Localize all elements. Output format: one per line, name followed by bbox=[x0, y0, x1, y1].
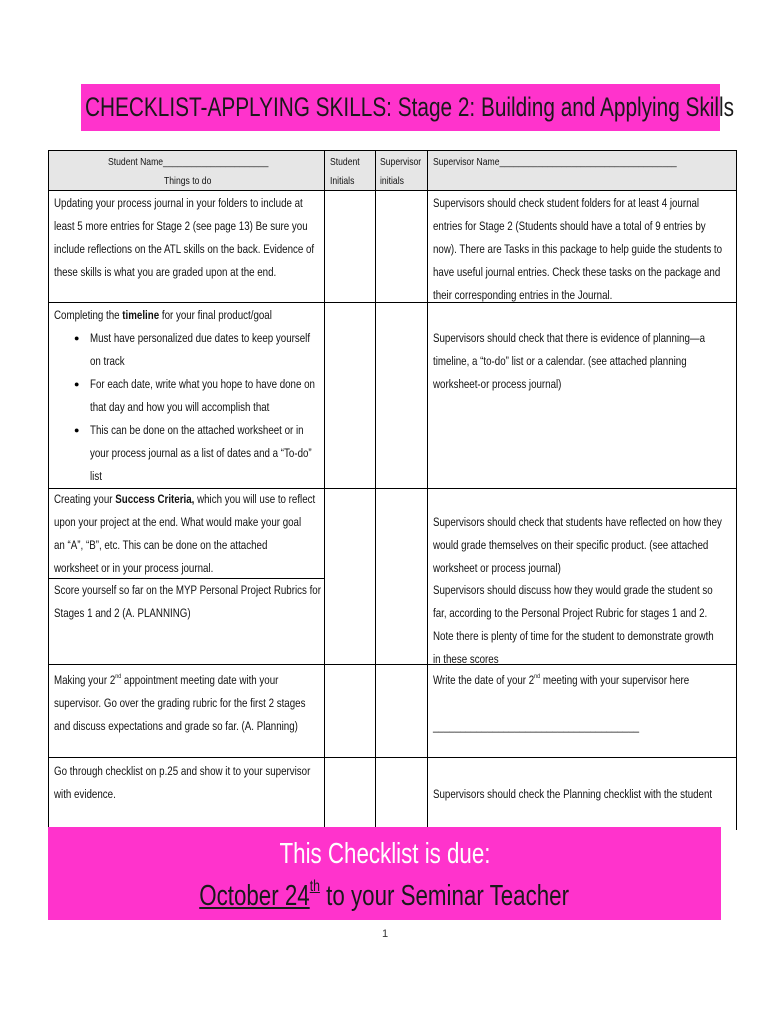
task-text: Creating your Success Criteria, which you will use to reflect bbox=[54, 492, 316, 506]
task-text: Stages 1 and 2 (A. PLANNING) bbox=[54, 606, 191, 620]
bullet-icon: ● bbox=[74, 333, 80, 343]
task-text: Updating your process journal in your folders to include at bbox=[54, 196, 303, 210]
row-divider bbox=[48, 302, 737, 303]
bullet-text: on track bbox=[90, 354, 125, 368]
column-divider bbox=[427, 150, 428, 830]
supervisor-note: worksheet-or process journal) bbox=[433, 377, 562, 391]
supervisor-note: their corresponding entries in the Journal. bbox=[433, 288, 613, 302]
student-name-label: Student Name______________________ bbox=[108, 156, 269, 168]
supervisor-note: Supervisors should check student folders for at least 4 journal bbox=[433, 196, 700, 210]
task-text: upon your project at the end. What would make your goal bbox=[54, 515, 302, 529]
task-text: these skills is what you are graded upon at the end. bbox=[54, 265, 277, 279]
supervisor-note: Note there is plenty of time for the student to demonstrate growth bbox=[433, 629, 714, 643]
column-divider bbox=[324, 150, 325, 830]
supervisor-initials-label: Supervisor bbox=[380, 156, 422, 168]
meeting-date-blank[interactable]: ______________________________________ bbox=[433, 719, 640, 733]
table-border-right bbox=[736, 150, 737, 830]
page-title: CHECKLIST-APPLYING SKILLS: Stage 2: Building and Applying Skills bbox=[85, 92, 735, 122]
task-text: Go through checklist on p.25 and show it to your supervisor bbox=[54, 764, 311, 778]
supervisor-note: Supervisors should discuss how they would grade the student so bbox=[433, 583, 713, 597]
task-text: Score yourself so far on the MYP Personal Project Rubrics for bbox=[54, 583, 321, 597]
supervisor-note: far, according to the Personal Project Rubric for stages 1 and 2. bbox=[433, 606, 708, 620]
bullet-icon: ● bbox=[74, 425, 80, 435]
task-text: with evidence. bbox=[54, 787, 116, 801]
supervisor-note: have useful journal entries. Check these tasks on the package and bbox=[433, 265, 721, 279]
bullet-icon: ● bbox=[74, 379, 80, 389]
task-text: supervisor. Go over the grading rubric for the first 2 stages bbox=[54, 696, 306, 710]
checklist-table bbox=[48, 150, 737, 830]
bullet-text: list bbox=[90, 469, 102, 483]
task-text: Making your 2nd appointment meeting date with your bbox=[54, 672, 279, 687]
table-border-top bbox=[48, 150, 737, 151]
row-divider bbox=[48, 190, 737, 191]
row-divider bbox=[48, 664, 737, 665]
task-text: least 5 more entries for Stage 2 (see page 13) Be sure you bbox=[54, 219, 308, 233]
task-text: an “A”, “B”, etc. This can be done on the attached bbox=[54, 538, 268, 552]
supervisor-initials-label: initials bbox=[380, 175, 404, 187]
supervisor-note: Write the date of your 2nd meeting with your supervisor here bbox=[433, 672, 690, 687]
task-text: worksheet or in your process journal. bbox=[54, 561, 214, 575]
table-border-left bbox=[48, 150, 49, 830]
due-heading: This Checklist is due: bbox=[279, 838, 490, 870]
supervisor-note: worksheet or process journal) bbox=[433, 561, 561, 575]
supervisor-note: now). There are Tasks in this package to help guide the students to bbox=[433, 242, 723, 256]
supervisor-note: Supervisors should check that students have reflected on how they bbox=[433, 515, 722, 529]
task-text: include reflections on the ATL skills on the back. Evidence of bbox=[54, 242, 315, 256]
bullet-text: This can be done on the attached worksheet or in bbox=[90, 423, 304, 437]
bullet-text: Must have personalized due dates to keep yourself bbox=[90, 331, 311, 345]
task-text: Completing the timeline for your final product/goal bbox=[54, 308, 272, 322]
page-number: 1 bbox=[381, 928, 389, 940]
due-banner bbox=[48, 827, 721, 920]
due-date-line: October 24th to your Seminar Teacher bbox=[199, 878, 570, 912]
row-divider bbox=[48, 757, 737, 758]
supervisor-note: timeline, a “to-do” list or a calendar. (see attached planning bbox=[433, 354, 687, 368]
student-initials-label: Initials bbox=[330, 175, 355, 187]
task-text: and discuss expectations and grade so far. (A. Planning) bbox=[54, 719, 298, 733]
title-banner bbox=[81, 84, 735, 131]
bullet-text: For each date, write what you hope to have done on bbox=[90, 377, 315, 391]
supervisor-note: in these scores bbox=[433, 652, 499, 666]
supervisor-name-label: Supervisor Name_____________________________________ bbox=[433, 156, 677, 168]
supervisor-note: Supervisors should check that there is evidence of planning—a bbox=[433, 331, 706, 345]
supervisor-note: entries for Stage 2 (Students should have a total of 9 entries by bbox=[433, 219, 706, 233]
column-divider bbox=[375, 150, 376, 830]
student-initials-label: Student bbox=[330, 156, 360, 168]
bullet-text: your process journal as a list of dates and a “To-do” bbox=[90, 446, 312, 460]
supervisor-note: Supervisors should check the Planning checklist with the student bbox=[433, 787, 713, 801]
supervisor-note: would grade themselves on their specific product. (see attached bbox=[433, 538, 709, 552]
things-to-do-label: Things to do bbox=[164, 175, 212, 187]
bullet-text: that day and how you will accomplish that bbox=[90, 400, 270, 414]
